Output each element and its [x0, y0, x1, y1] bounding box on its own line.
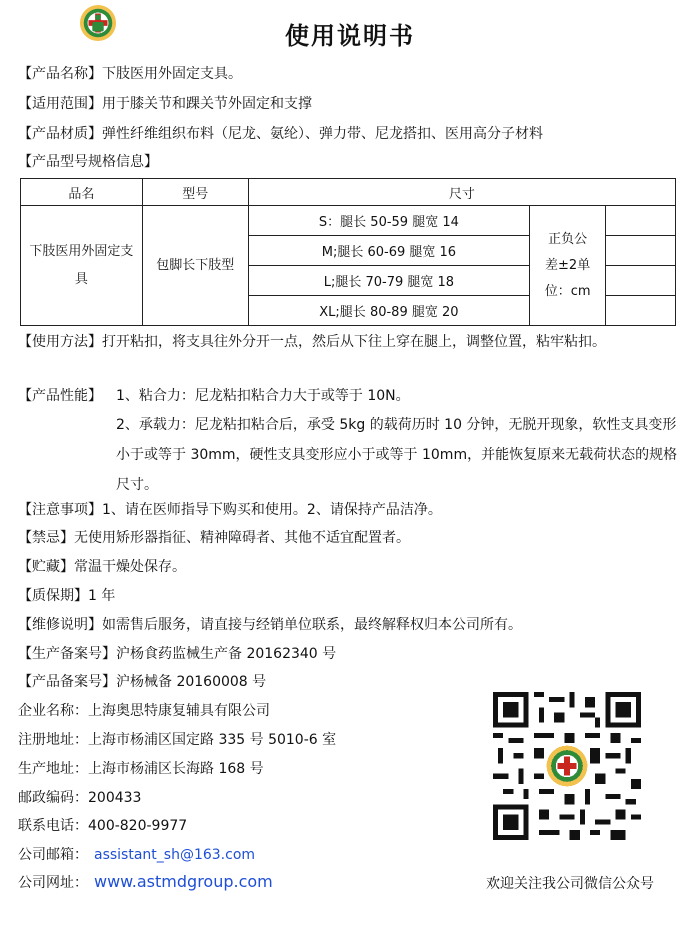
usage-method: 【使用方法】打开粘扣，将支具往外分开一点，然后从下往上穿在腿上，调整位置，粘牢粘扣。 [18, 334, 606, 350]
size-row: M;腿长 60-69 腿宽 16 [248, 236, 529, 266]
document-title: 使用说明书 [285, 21, 415, 50]
tolerance-cell: 正负公差±2单位：cm [530, 206, 606, 326]
header-product-name: 品名 [21, 179, 143, 206]
company-name: 上海奥思特康复辅具有限公司 [88, 703, 270, 719]
contraindications: 【禁忌】无使用矫形器指征、精神障碍者、其他不适宜配置者。 [18, 530, 410, 546]
size-row: XL;腿长 80-89 腿宽 20 [248, 296, 529, 326]
cell-product-name: 下肢医用外固定支具 [21, 206, 143, 326]
phone-number: 400-820-9977 [88, 818, 188, 834]
storage: 【贮藏】常温干燥处保存。 [18, 559, 186, 575]
company-name-row [18, 701, 270, 721]
spec-table [20, 178, 676, 326]
precautions: 【注意事项】1、请在医师指导下购买和使用。2、请保持产品洁净。 [18, 502, 442, 518]
email-row [18, 845, 255, 865]
header-size: 尺寸 [248, 179, 675, 206]
empty-cell [606, 236, 676, 266]
cell-model: 包脚长下肢型 [142, 206, 248, 326]
product-material: 【产品材质】弹性纤维组织布料（尼龙、氨纶）、弹力带、尼龙搭扣、医用高分子材料 [18, 126, 543, 142]
zip-label: 邮政编码： [18, 790, 88, 806]
production-address-row [18, 759, 264, 779]
empty-cell [606, 266, 676, 296]
empty-cell [606, 206, 676, 236]
zip-code: 200433 [88, 790, 142, 806]
product-record: 【产品备案号】沪杨械备 20160008 号 [18, 674, 267, 690]
product-name: 【产品名称】下肢医用外固定支具。 [18, 66, 242, 82]
website-link[interactable]: www.astmdgroup.com [94, 872, 273, 891]
size-row: L;腿长 70-79 腿宽 18 [248, 266, 529, 296]
phone-row [18, 816, 187, 836]
website-row [18, 872, 273, 893]
wechat-qr-code [493, 692, 641, 840]
qr-caption: 欢迎关注我公司微信公众号 [486, 876, 654, 892]
header-model: 型号 [142, 179, 248, 206]
registered-address-label: 注册地址： [18, 732, 88, 748]
production-address-label: 生产地址： [18, 761, 88, 777]
performance-item-2: 2、承载力：尼龙粘扣粘合后，承受 5kg 的载荷历时 10 分钟，无脱开现象，软性支具变形小于或等于 30mm，硬性支具变形应小于或等于 10mm，并能恢复原来无载荷状态的规格尺寸。 [116, 417, 678, 493]
registered-address: 上海市杨浦区国定路 335 号 5010-6 室 [88, 732, 337, 748]
production-record: 【生产备案号】沪杨食药监械生产备 20162340 号 [18, 646, 337, 662]
website-label: 公司网址： [18, 875, 88, 891]
production-address: 上海市杨浦区长海路 168 号 [88, 761, 264, 777]
size-row: S：腿长 50-59 腿宽 14 [248, 206, 529, 236]
email-link[interactable]: assistant_sh@163.com [94, 847, 256, 863]
performance-item-1: 1、粘合力：尼龙粘扣粘合力大于或等于 10N。 [116, 388, 410, 404]
zip-row [18, 788, 141, 808]
application-scope: 【适用范围】用于膝关节和踝关节外固定和支撑 [18, 96, 312, 112]
performance-label: 【产品性能】 [18, 388, 102, 404]
spec-section-title: 【产品型号规格信息】 [18, 154, 158, 170]
registered-address-row [18, 730, 336, 750]
phone-label: 联系电话： [18, 818, 88, 834]
warranty: 【质保期】1 年 [18, 588, 116, 604]
repair-note: 【维修说明】如需售后服务，请直接与经销单位联系，最终解释权归本公司所有。 [18, 617, 522, 633]
email-label: 公司邮箱： [18, 847, 88, 863]
empty-cell [606, 296, 676, 326]
company-name-label: 企业名称： [18, 703, 88, 719]
